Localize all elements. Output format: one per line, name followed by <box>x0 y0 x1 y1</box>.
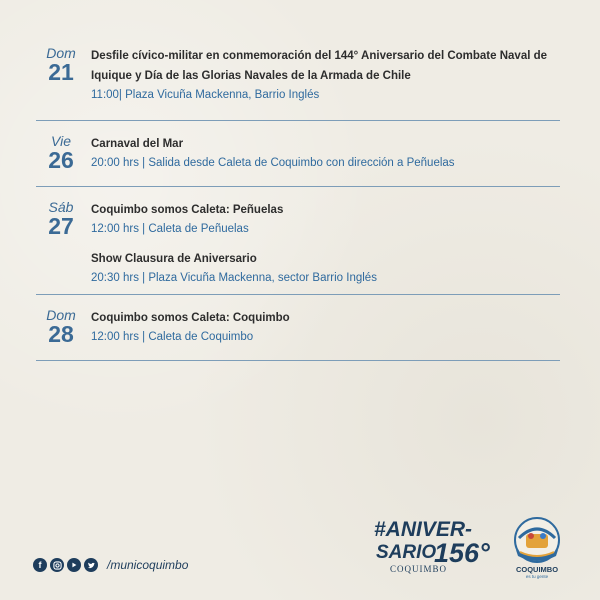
divider <box>36 294 560 295</box>
event-detail: 12:00 hrs | Caleta de Peñuelas <box>91 223 249 235</box>
event-title: Coquimbo somos Caleta: Coquimbo <box>91 312 290 324</box>
facebook-icon[interactable]: f <box>33 558 47 572</box>
event-day-26 <box>36 134 560 174</box>
event-date <box>36 308 86 346</box>
day-number: 28 <box>48 321 74 347</box>
day-of-week: Dom <box>46 307 76 323</box>
divider <box>36 120 560 121</box>
youtube-icon[interactable] <box>67 558 81 572</box>
coquimbo-crest-logo <box>506 514 568 580</box>
logo-line2: SARIO <box>376 542 437 563</box>
crest-tagline: es tu gente <box>525 574 549 579</box>
day-of-week: Sáb <box>48 199 74 215</box>
aniversario-156-logo <box>372 514 494 576</box>
event-detail: 20:00 hrs | Salida desde Caleta de Coquimbo con dirección a Peñuelas <box>91 157 455 169</box>
event-day-27 <box>36 200 560 282</box>
event-title: Desfile cívico-militar en conmemoración del 144° Aniversario del Combate Naval de Iquique y Día de las Glorias Navales de la Armada de Chile <box>91 50 548 82</box>
instagram-icon[interactable] <box>50 558 64 572</box>
day-of-week: Dom <box>46 45 76 61</box>
event-title: Carnaval del Mar <box>91 138 184 150</box>
crest-name: COQUIMBO <box>515 565 559 574</box>
event-title: Show Clausura de Aniversario <box>91 253 257 265</box>
logo-city: COQUIMBO <box>390 564 448 574</box>
event-day-28 <box>36 308 560 348</box>
event-day-21 <box>36 46 560 108</box>
day-number: 21 <box>48 59 74 85</box>
event-item <box>91 134 560 173</box>
logo-line1: #ANIVER- <box>374 518 473 541</box>
event-item <box>91 200 560 239</box>
twitter-icon[interactable] <box>84 558 98 572</box>
event-item <box>91 46 560 105</box>
event-date <box>36 46 86 84</box>
social-links <box>33 558 188 572</box>
event-date <box>36 134 86 172</box>
divider <box>36 186 560 187</box>
day-number: 27 <box>48 213 74 239</box>
divider <box>36 360 560 361</box>
event-detail: 12:00 hrs | Caleta de Coquimbo <box>91 331 254 343</box>
event-item <box>91 308 560 347</box>
event-item <box>91 249 560 288</box>
logo-number: 156° <box>434 538 490 568</box>
event-title: Coquimbo somos Caleta: Peñuelas <box>91 204 284 216</box>
day-of-week: Vie <box>51 133 71 149</box>
event-detail: 20:30 hrs | Plaza Vicuña Mackenna, sector Barrio Inglés <box>91 272 377 284</box>
event-date <box>36 200 86 238</box>
social-handle[interactable]: /municoquimbo <box>107 558 189 572</box>
event-detail: 11:00| Plaza Vicuña Mackenna, Barrio Inglés <box>91 89 320 101</box>
day-number: 26 <box>48 147 74 173</box>
events-list <box>36 46 560 374</box>
